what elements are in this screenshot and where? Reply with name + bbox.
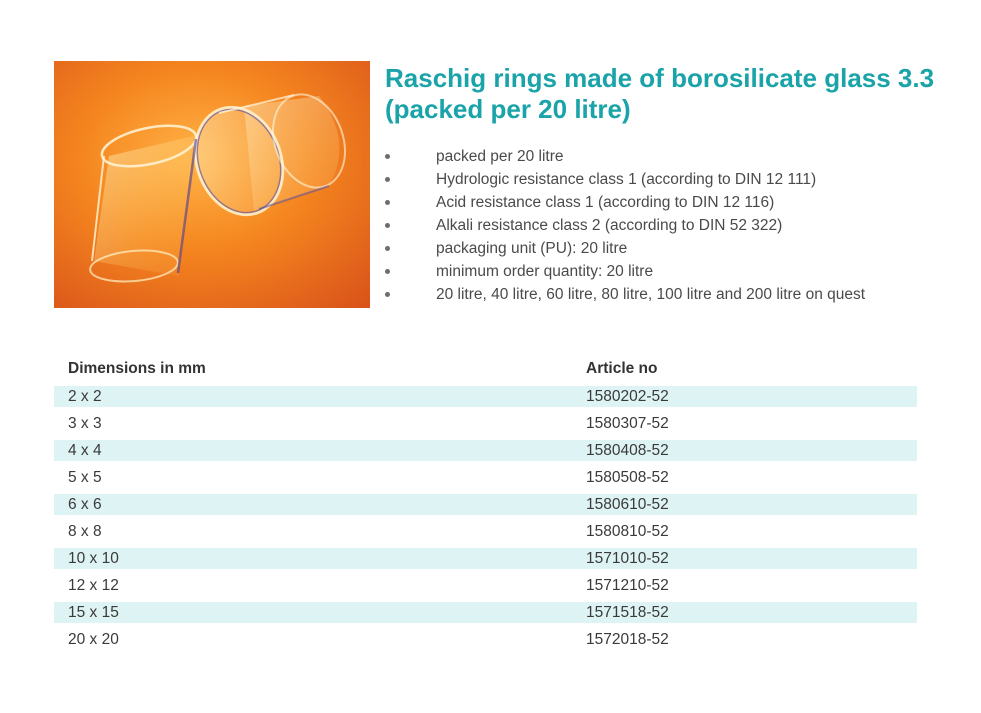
table-row <box>54 575 917 602</box>
cell-article-no: 1571210-52 <box>586 577 669 594</box>
column-header-article-no: Article no <box>586 360 658 377</box>
table-row <box>54 494 917 521</box>
cell-article-no: 1580508-52 <box>586 469 669 486</box>
cell-dimensions: 3 x 3 <box>68 415 102 432</box>
table-row <box>54 629 917 656</box>
bullet-icon <box>385 154 390 159</box>
feature-item: Hydrologic resistance class 1 (according to DIN 12 111) <box>385 168 975 191</box>
bullet-icon <box>385 200 390 205</box>
feature-item: packaging unit (PU): 20 litre <box>385 237 975 260</box>
bullet-icon <box>385 269 390 274</box>
table-row <box>54 413 917 440</box>
table-row <box>54 386 917 413</box>
column-header-dimensions: Dimensions in mm <box>68 360 206 377</box>
feature-item: Alkali resistance class 2 (according to DIN 52 322) <box>385 214 975 237</box>
cell-article-no: 1580810-52 <box>586 523 669 540</box>
cell-article-no: 1580307-52 <box>586 415 669 432</box>
cell-article-no: 1580408-52 <box>586 442 669 459</box>
feature-item: minimum order quantity: 20 litre <box>385 260 975 283</box>
bullet-icon <box>385 177 390 182</box>
cell-article-no: 1571010-52 <box>586 550 669 567</box>
bullet-icon <box>385 223 390 228</box>
spec-table <box>54 356 917 656</box>
cell-article-no: 1580610-52 <box>586 496 669 513</box>
table-row <box>54 548 917 575</box>
cell-article-no: 1580202-52 <box>586 388 669 405</box>
cell-dimensions: 8 x 8 <box>68 523 102 540</box>
cell-dimensions: 15 x 15 <box>68 604 119 621</box>
cell-dimensions: 12 x 12 <box>68 577 119 594</box>
feature-item: Acid resistance class 1 (according to DIN 12 116) <box>385 191 975 214</box>
cell-dimensions: 10 x 10 <box>68 550 119 567</box>
feature-list <box>385 145 975 306</box>
bullet-icon <box>385 292 390 297</box>
table-row <box>54 521 917 548</box>
bullet-icon <box>385 246 390 251</box>
cell-dimensions: 20 x 20 <box>68 631 119 648</box>
cell-dimensions: 2 x 2 <box>68 388 102 405</box>
table-row <box>54 602 917 629</box>
page-title: Raschig rings made of borosilicate glass 3.3 (packed per 20 litre) <box>385 63 935 124</box>
cell-article-no: 1572018-52 <box>586 631 669 648</box>
cell-dimensions: 6 x 6 <box>68 496 102 513</box>
feature-item: packed per 20 litre <box>385 145 975 168</box>
table-row <box>54 440 917 467</box>
table-header-row <box>54 356 917 386</box>
feature-item: 20 litre, 40 litre, 60 litre, 80 litre, 100 litre and 200 litre on quest <box>385 283 975 306</box>
cell-article-no: 1571518-52 <box>586 604 669 621</box>
cell-dimensions: 5 x 5 <box>68 469 102 486</box>
table-row <box>54 467 917 494</box>
product-image <box>54 61 370 308</box>
cell-dimensions: 4 x 4 <box>68 442 102 459</box>
